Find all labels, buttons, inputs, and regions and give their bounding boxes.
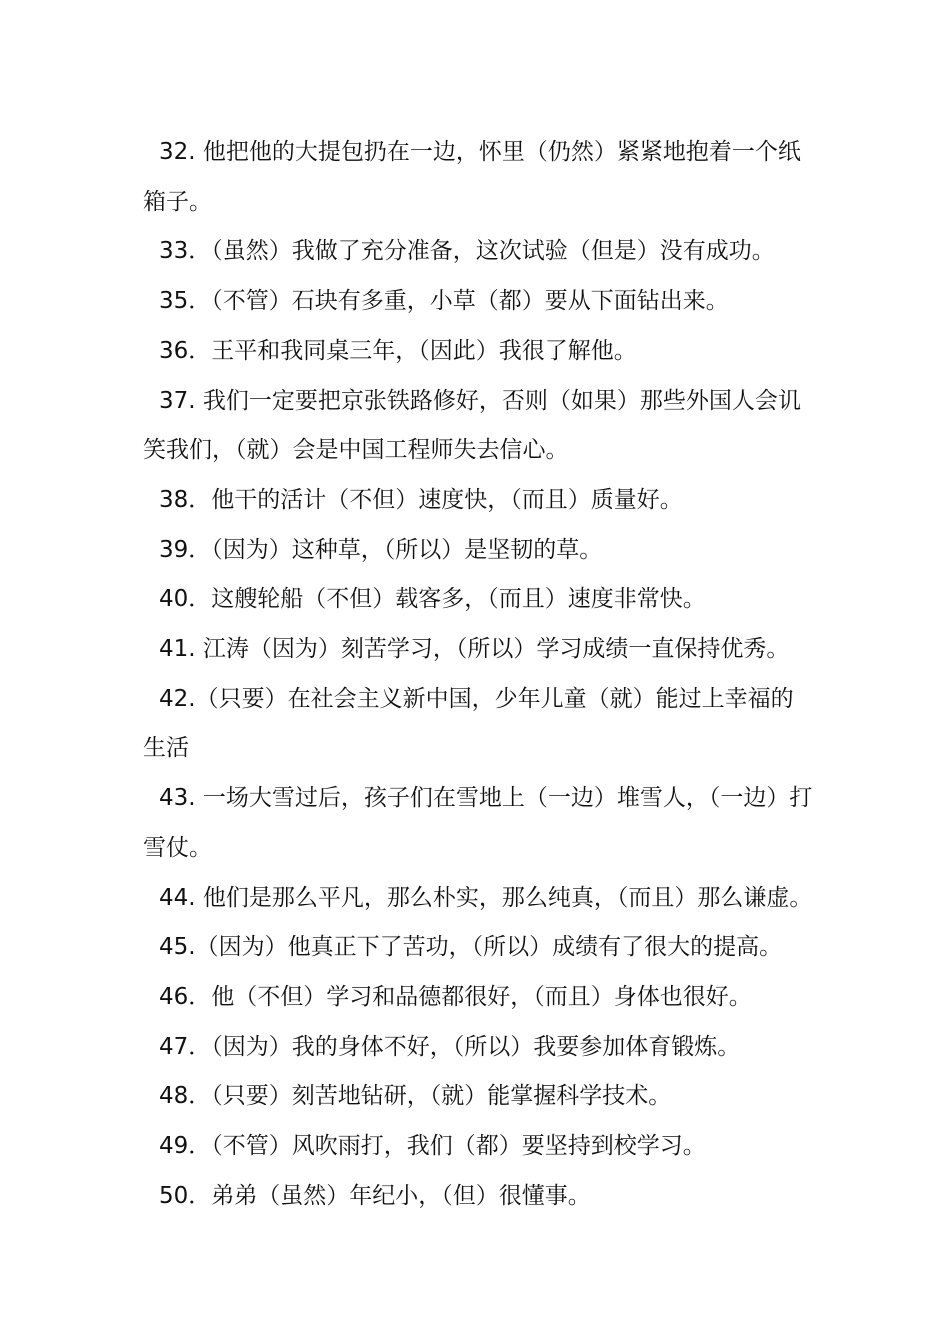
paragraph-38: 38．他干的活计（不但）速度快，（而且）质量好。 — [159, 486, 683, 513]
paragraph-37: 37. 我们一定要把京张铁路修好，否则（如果）那些外国人会讥笑我们，（就）会是中国工程师失去信心。 — [143, 387, 801, 464]
paragraph-47: 47．（因为）我的身体不好，（所以）我要参加体育锻炼。 — [159, 1033, 741, 1060]
paragraph-43: 43. 一场大雪过后，孩子们在雪地上（一边）堆雪人，（一边）打雪仗。 — [143, 785, 813, 861]
paragraph-33: 33．（虽然）我做了充分准备，这次试验（但是）没有成功。 — [159, 238, 775, 265]
paragraph-45: 45.（因为）他真正下了苦功，（所以）成绩有了很大的提高。 — [159, 934, 783, 961]
document-body — [143, 128, 813, 1221]
paragraph-35: 35．（不管）石块有多重，小草（都）要从下面钻出来。 — [159, 288, 729, 315]
paragraph-48: 48．（只要）刻苦地钻研，（就）能掌握科学技术。 — [159, 1083, 672, 1110]
paragraph-39: 39．（因为）这种草，（所以）是坚韧的草。 — [159, 536, 603, 563]
paragraph-41: 41. 江涛（因为）刻苦学习，（所以）学习成绩一直保持优秀。 — [159, 636, 790, 663]
paragraph-46: 46．他（不但）学习和品德都很好，（而且）身体也很好。 — [159, 983, 752, 1010]
paragraph-44: 44. 他们是那么平凡，那么朴实，那么纯真，（而且）那么谦虚。 — [159, 884, 813, 911]
paragraph-40: 40．这艘轮船（不但）载客多，（而且）速度非常快。 — [159, 586, 706, 613]
paragraph-42: 42.（只要）在社会主义新中国，少年儿童（就）能过上幸福的生活 — [143, 685, 794, 762]
paragraph-36: 36．王平和我同桌三年，（因此）我很了解他。 — [159, 337, 637, 364]
paragraph-50: 50．弟弟（虽然）年纪小，（但）很懂事。 — [159, 1182, 591, 1209]
paragraph-49: 49．（不管）风吹雨打，我们（都）要坚持到校学习。 — [159, 1133, 706, 1160]
paragraph-32: 32. 他把他的大提包扔在一边，怀里（仍然）紧紧地抱着一个纸箱子。 — [143, 139, 801, 215]
